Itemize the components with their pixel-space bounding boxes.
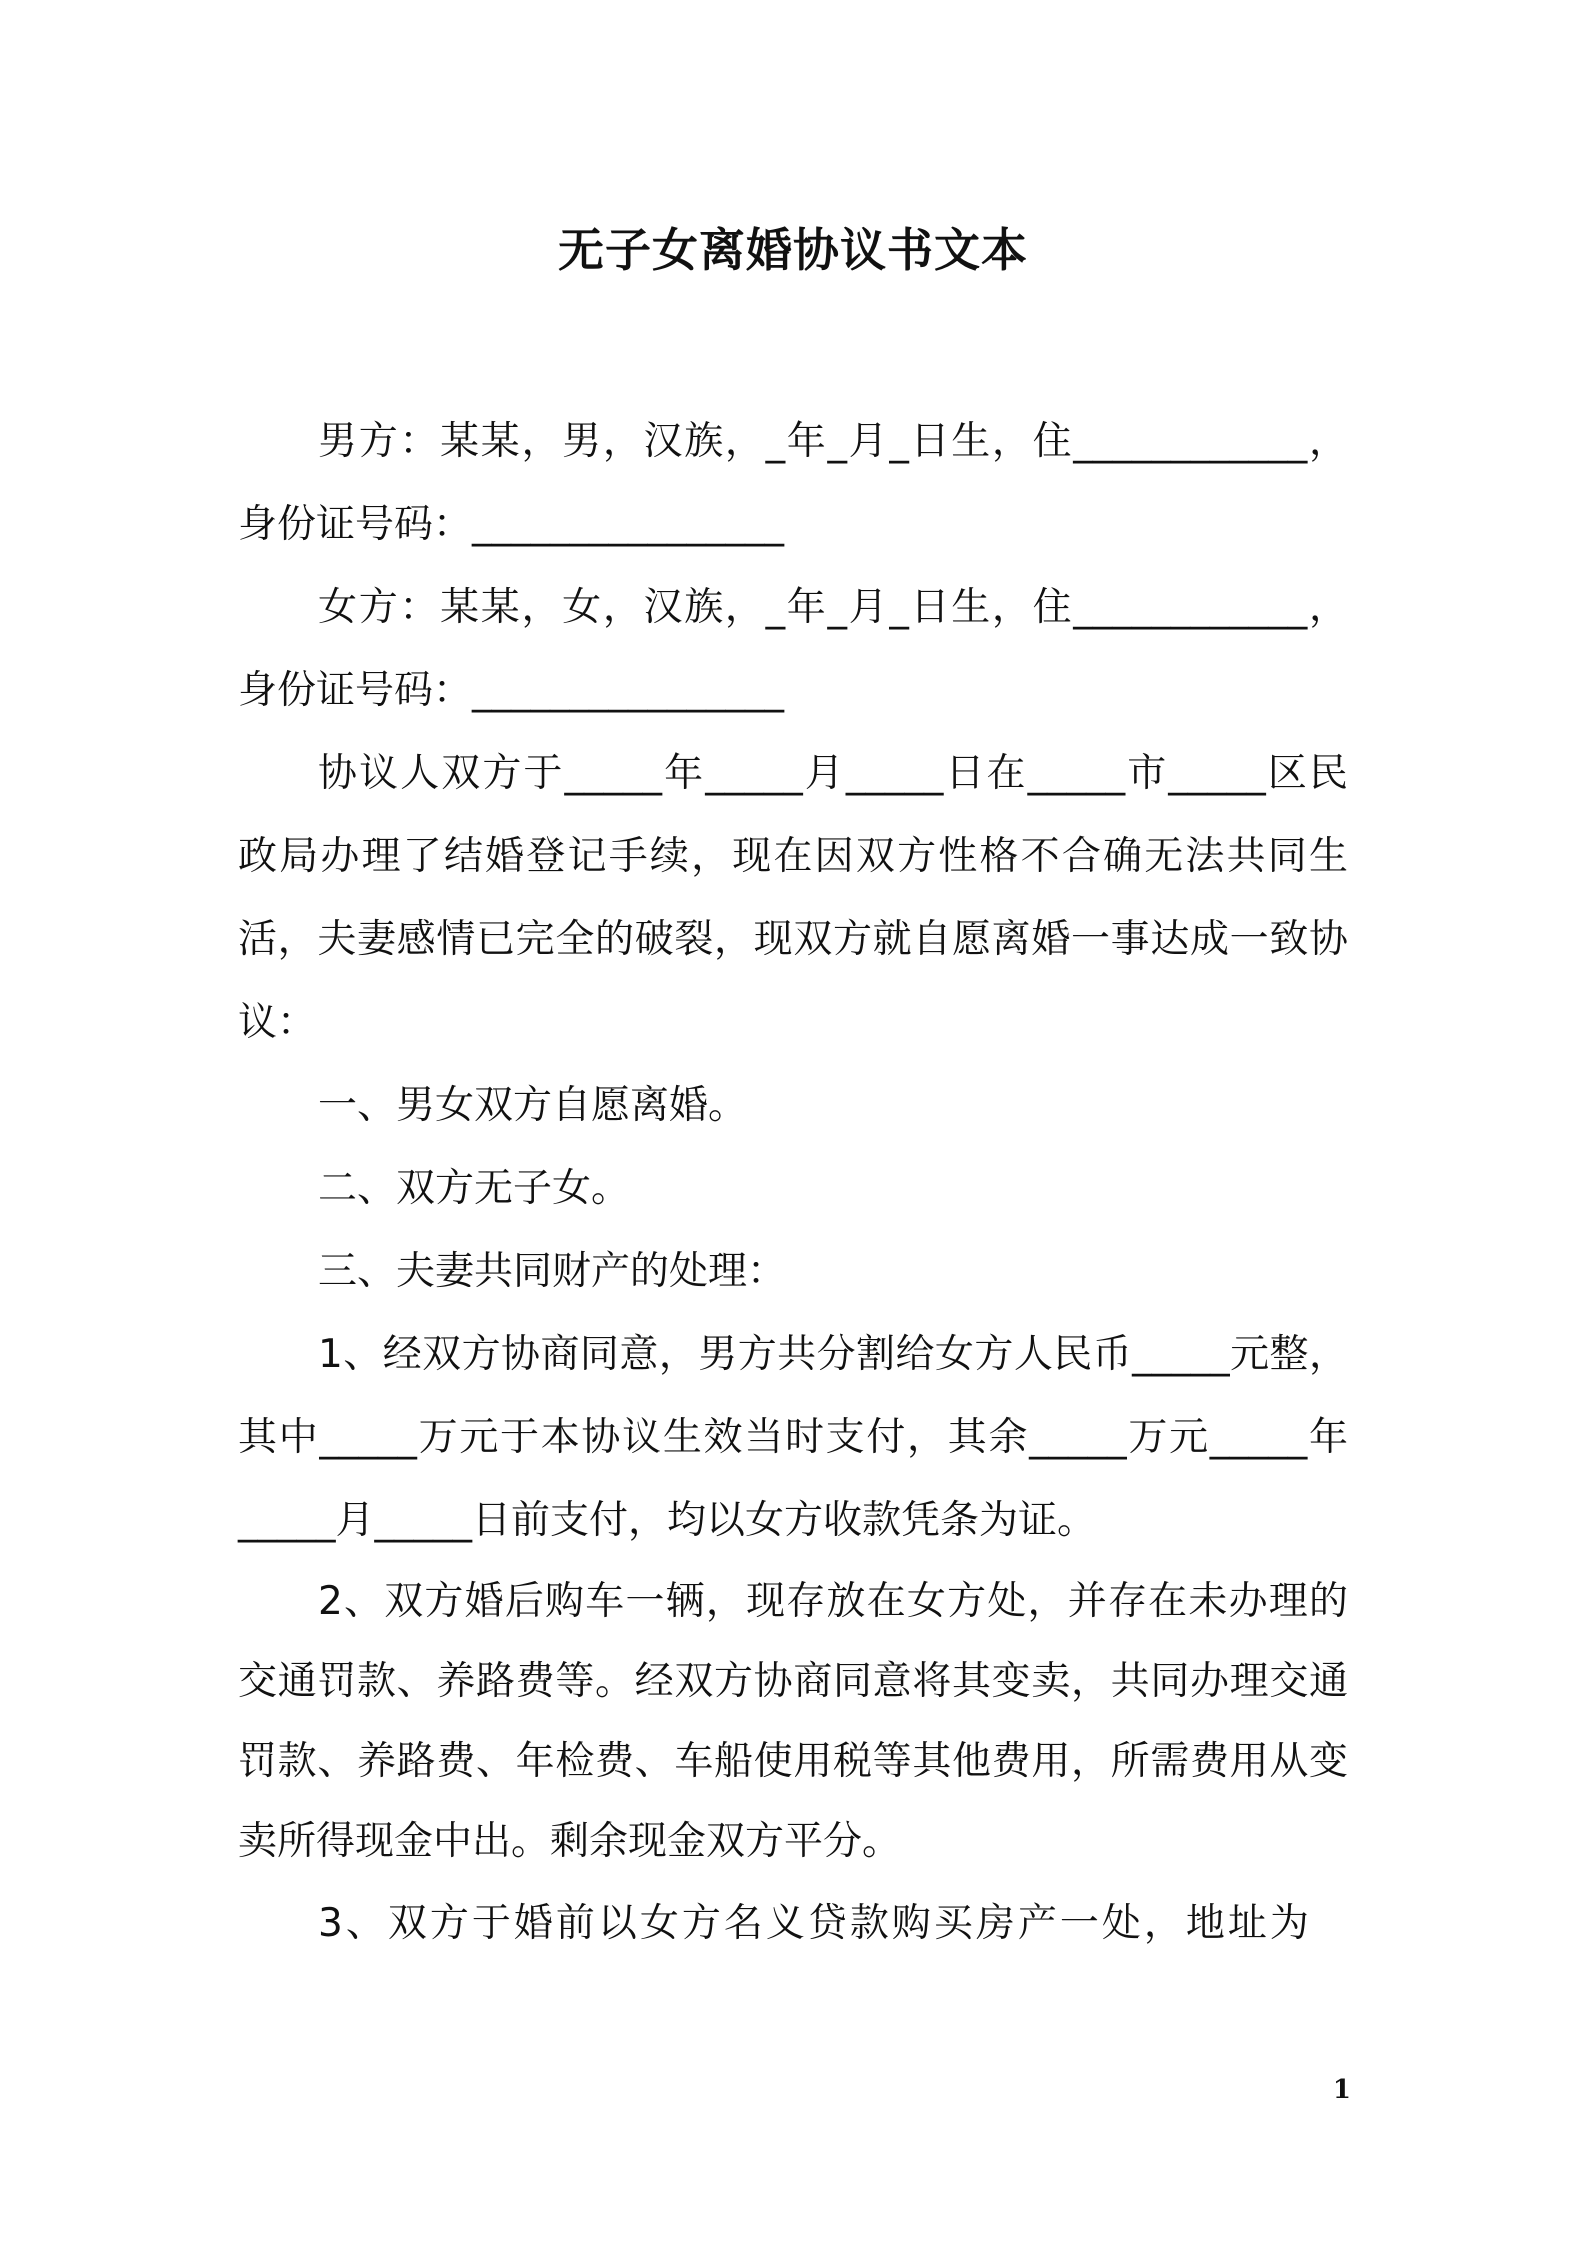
document-body <box>238 400 1348 1965</box>
page-number: 1 <box>1332 2075 1351 2105</box>
paragraph-agreement-intro: 协议人双方于_____年_____月_____日在_____市_____区民政局办理了结婚登记手续，现在因双方性格不合确无法共同生活，夫妻感情已完全的破裂，现双方就自愿离婚一事达成一致协议： <box>238 751 1348 1045</box>
property-item-3: 3、双方于婚前以女方名义贷款购买房产一处，地址为 <box>318 1901 1312 1946</box>
paragraph-female-party: 女方：某某，女，汉族，_年_月_日生，住____________，身份证号码：________________ <box>238 585 1348 713</box>
clause-2-no-children: 二、双方无子女。 <box>318 1166 631 1211</box>
property-item-2: 2、双方婚后购车一辆，现存放在女方处，并存在未办理的交通罚款、养路费等。经双方协商同意将其变卖，共同办理交通罚款、养路费、年检费、车船使用税等其他费用，所需费用从变卖所得现金中出。剩余现金双方平分。 <box>238 1579 1348 1864</box>
clause-1-divorce: 一、男女双方自愿离婚。 <box>318 1083 748 1128</box>
document-title: 无子女离婚协议书文本 <box>558 223 1028 277</box>
property-item-1: 1、经双方协商同意，男方共分割给女方人民币_____元整，其中_____万元于本协议生效当时支付，其余_____万元_____年_____月_____日前支付，均以女方收款凭条为证。 <box>238 1332 1348 1543</box>
clause-3-property: 三、夫妻共同财产的处理： <box>318 1249 787 1294</box>
paragraph-male-party: 男方：某某，男，汉族，_年_月_日生，住____________，身份证号码：________________ <box>238 419 1348 547</box>
